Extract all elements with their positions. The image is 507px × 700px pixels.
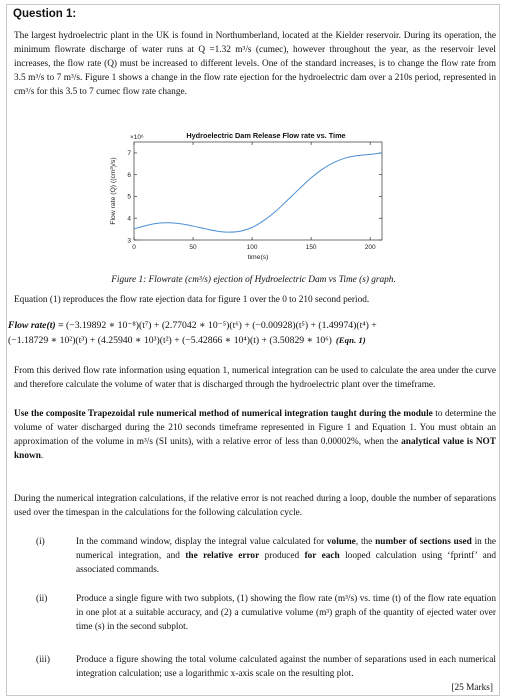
task-text: to determine the volume of water discharged during the 210 seconds timeframe represented in Figure 1 and Equation 1. You must obtain an approximation of the volume in m³/s (SI units), with a relative error of less than 0.00002%, when the: [14, 409, 496, 447]
y-tick-label: 6: [127, 171, 131, 179]
y-tick-label: 4: [127, 215, 131, 223]
list-item-bold-text: number of sections used: [375, 537, 472, 547]
list-item-text-run: Produce a single figure with two subplots, (1) showing the flow rate (m³/s) vs. time (t) of the flow rate equation in one plot at a suitable accuracy, and (2) a cumulative volume (m³) graph of the quantity of ejected water over time (s) in the second subplot.: [76, 594, 496, 632]
equation-lhs: Flow rate(t) =: [8, 320, 64, 331]
list-item-text-run: in the numerical integration, and: [76, 537, 496, 561]
list-item-text: [76, 653, 496, 681]
equation-1: [8, 318, 500, 348]
list-item-text-run: produced: [259, 551, 305, 561]
y-axis-exponent: ×10⁶: [130, 134, 144, 141]
list-item-text: [76, 592, 496, 634]
equation-terms-1: (−3.19892 ∗ 10⁻⁸)(t⁷) + (2.77042 ∗ 10⁻⁵)(t⁶) + (−0.00928)(t⁵) + (1.49974)(t⁴) +: [66, 320, 377, 331]
list-item-bold-text: for each: [304, 551, 340, 561]
question-title: Question 1:: [13, 8, 77, 20]
list-item-text: [76, 535, 496, 577]
plot-area: [134, 142, 382, 240]
equation-tag: (Eqn. 1): [335, 335, 366, 345]
list-item-bold-text: the relative error: [185, 551, 260, 561]
task-bold-2: analytical value is NOT known: [14, 437, 496, 461]
list-item-text-run: , the: [355, 537, 376, 547]
x-tick-label: 100: [246, 244, 258, 251]
equation-intro: Equation (1) reproduces the flow rate ejection data for figure 1 over the 0 to 210 second period.: [14, 295, 370, 305]
x-axis-label: time(s): [247, 254, 269, 261]
flow-rate-chart: [90, 126, 390, 266]
numerical-paragraph: During the numerical integration calculations, if the relative error is not reached during a loop, double the number of separations used over the timespan in the calculations for the following calculation cycle.: [14, 494, 496, 518]
y-axis-label: Flow rate (Q) ((cm³)/s): [110, 157, 117, 225]
x-tick-label: 150: [305, 244, 317, 251]
x-tick-label: 0: [132, 244, 136, 251]
list-item-number: (ii): [36, 594, 48, 604]
list-item-number: (i): [36, 537, 45, 547]
list-item-number: (iii): [36, 655, 50, 665]
y-tick-label: 7: [127, 150, 131, 158]
equation-line-2: [8, 333, 500, 348]
list-item-text-run: looped calculation using ‘fprintf’ and associated commands.: [76, 551, 496, 575]
equation-terms-2: (−1.18729 ∗ 10²)(t³) + (4.25940 ∗ 10³)(t²) + (−5.42866 ∗ 10⁴)(t) + (3.50829 ∗ 10⁶): [8, 335, 332, 346]
figure-caption: Figure 1: Flowrate (cm³/s) ejection of Hydroelectric Dam vs Time (s) graph.: [111, 275, 396, 285]
x-tick-label: 50: [189, 244, 197, 251]
y-tick-label: 3: [127, 237, 131, 245]
list-item-text-run: Produce a figure showing the total volume calculated against the number of separations used in each numerical integration calculation; use a logarithmic x-axis scale on the resulting plot.: [76, 655, 496, 679]
y-tick-label: 5: [127, 193, 131, 201]
task-paragraph: [14, 407, 496, 463]
x-tick-label: 200: [364, 244, 376, 251]
list-item-bold-text: volume: [326, 537, 356, 547]
list-item-text-run: In the command window, display the integral value calculated for: [76, 537, 327, 547]
task-bold-1: Use the composite Trapezoidal rule numerical method of numerical integration taught during the module: [14, 409, 433, 419]
derived-paragraph: From this derived flow rate information using equation 1, numerical integration can be used to calculate the area under the curve and therefore calculate the volume of water that is discharged through the hydroelectric plant over the timeframe.: [14, 366, 496, 390]
task-end: .: [40, 451, 44, 461]
equation-line-1: [8, 318, 500, 333]
chart-title: Hydroelectric Dam Release Flow rate vs. Time: [186, 131, 346, 140]
intro-paragraph: The largest hydroelectric plant in the UK is found in Northumberland, located at the Kielder reservoir. During its operation, the minimum flowrate discharge of water runs at Q =1.32 m³/s (cumec), however throughout the year, as the reservoir level increases, the flow rate (Q) must be increased to different levels. One of the standard increases, is to change the flow rate from 3.5 m³/s to 7 m³/s. Figure 1 shows a change in the flow rate ejection for the hydroelectric dam over a 210s period, represented in cm³/s for this 3.5 to 7 cumec flow rate change.: [14, 31, 496, 97]
marks-label: [25 Marks]: [451, 683, 493, 693]
